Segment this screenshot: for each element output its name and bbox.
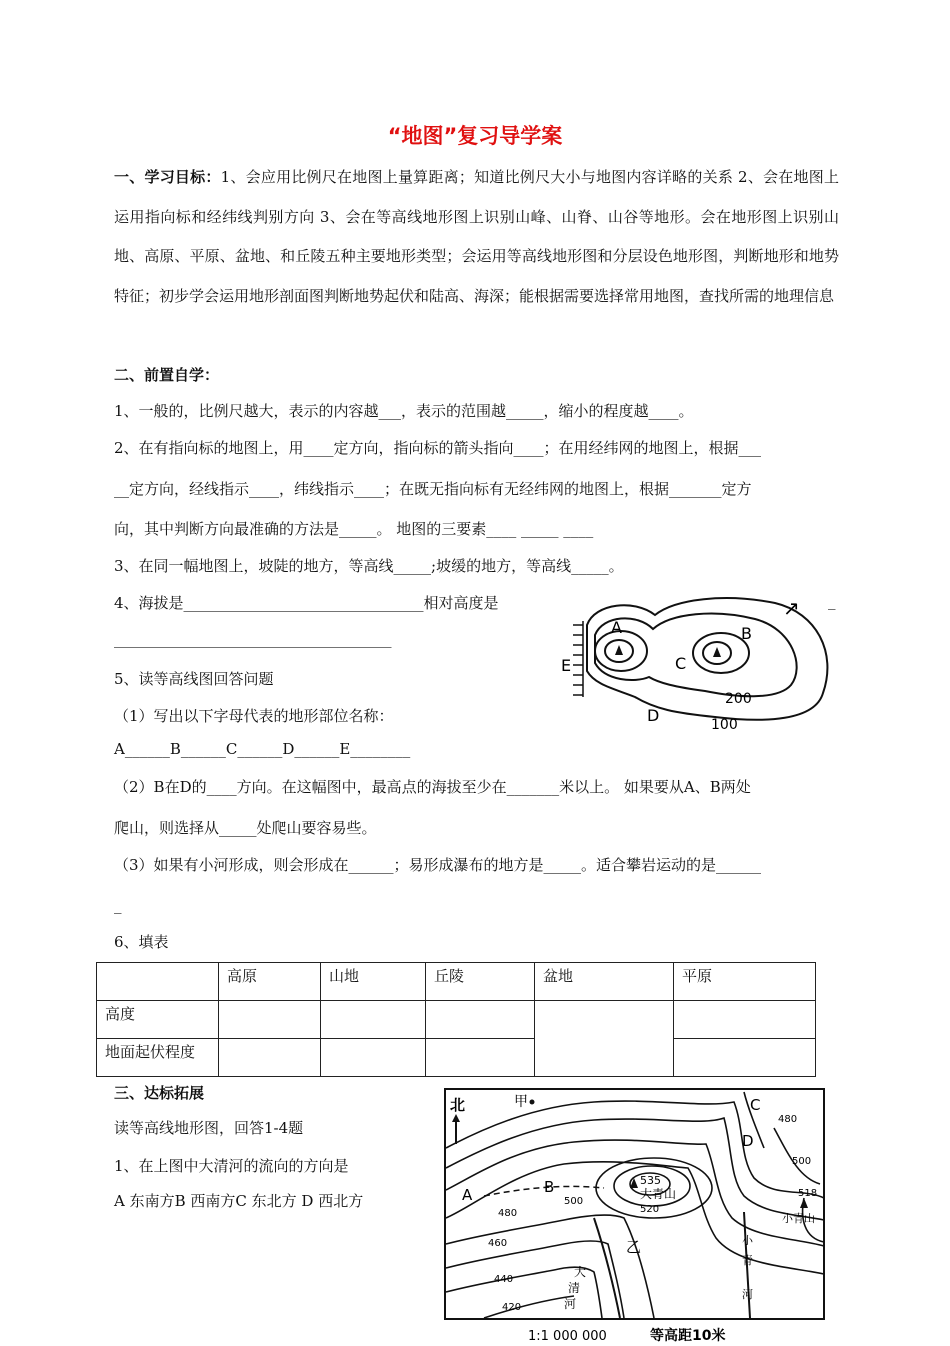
contour-map-2 — [444, 1088, 829, 1346]
map2-contour-label: 500 — [792, 1156, 812, 1167]
north-arrow-icon: ↗ — [783, 596, 800, 620]
map2-point-jia: 甲 — [514, 1094, 528, 1110]
map2-contour-label: 520 — [640, 1204, 660, 1215]
table-cell[interactable] — [674, 1038, 816, 1076]
map2-contour-label: 480 — [778, 1114, 798, 1125]
table-cell[interactable] — [426, 1001, 535, 1038]
table-cell[interactable] — [535, 1001, 674, 1077]
table-header-cell: 山地 — [321, 963, 426, 1001]
contour-200 — [595, 614, 797, 697]
map1-label-e: E — [561, 656, 572, 675]
map1-label-c: C — [675, 654, 687, 673]
map2-contour-interval: 等高距10米 — [650, 1328, 726, 1342]
map2-contour-label: 500 — [564, 1196, 584, 1207]
peak-a-icon — [615, 645, 623, 655]
preview-heading: 二、前置自学： — [114, 366, 220, 384]
preview-q2-line2: __定方向，经线指示____，纬线指示____；在既无指向标有无经纬网的地图上，根据_______定方 — [114, 480, 752, 498]
xiaoqing-river-label-3: 河 — [742, 1288, 753, 1301]
table-header-cell: 平原 — [674, 963, 816, 1001]
preview-q5: 5、读等高线图回答问题 — [114, 670, 274, 688]
map2-point-jia-dot — [530, 1100, 535, 1105]
objectives-heading: 一、学习目标： — [114, 168, 221, 186]
terrain-table — [96, 962, 816, 1077]
xiaoqing-river-label-2: 青 — [742, 1254, 753, 1267]
daqing-river-label-2: 清 — [568, 1281, 581, 1295]
extend-heading: 三、达标拓展 — [114, 1084, 205, 1102]
preview-q1: 1、一般的，比例尺越大，表示的内容越___，表示的范围越_____，缩小的程度越____。 — [114, 402, 694, 420]
map1-contour-label-100: 100 — [711, 717, 738, 733]
map2-scale: 1:1 000 000 — [528, 1329, 607, 1342]
table-header-cell: 盆地 — [535, 963, 674, 1001]
table-cell[interactable] — [321, 1001, 426, 1038]
map2-contour-label: 420 — [502, 1302, 522, 1313]
map1-contour-label-200: 200 — [725, 691, 752, 707]
map2-point-yi: 乙 — [626, 1238, 642, 1256]
xiaoqing-peak-height: 518 — [798, 1188, 818, 1199]
map2-point-c: C — [750, 1096, 761, 1114]
map1-label-d: D — [647, 706, 660, 725]
map2-contour-label: 460 — [488, 1238, 508, 1249]
preview-q2-line3: 向，其中判断方向最准确的方法是_____。 地图的三要素____ _____ ____ — [114, 520, 594, 538]
table-row — [97, 1038, 816, 1076]
table-cell[interactable] — [674, 1001, 816, 1038]
objectives-text: 1、会应用比例尺在地图上量算距离；知道比例尺大小与地图内容详略的关系 2、会在地图上运用指向标和经纬线判别方向 3、会在等高线地形图上识别山峰、山脊、山谷等地形。会在地形图上识别山地、高原、平原、盆地、和丘陵五种主要地形类型；会运用等高线地形图和分层设色地形图，判断地形和地势特征；初步学会运用地形剖面图判断地势起伏和陆高、海深；能根据需要选择常用地图，查找所需的地理信息 — [114, 168, 839, 305]
table-cell[interactable] — [426, 1038, 535, 1076]
preview-q5-part3-tail: _ — [114, 896, 122, 914]
extend-q1-options: A 东南方B 西南方C 东北方 D 西北方 — [114, 1192, 364, 1210]
map1-label-a: A — [611, 618, 622, 637]
map2-contour-label: 440 — [494, 1274, 514, 1285]
page-title: “地图”复习导学案 — [387, 124, 563, 148]
xiaoqing-river-label-1: 小 — [742, 1234, 753, 1247]
table-cell[interactable] — [321, 1038, 426, 1076]
daqing-river-label-3: 河 — [564, 1297, 577, 1311]
objectives-paragraph — [114, 158, 839, 316]
extend-q1: 1、在上图中大清河的流向的方向是 — [114, 1157, 349, 1175]
preview-q5-part2-line1: （2）B在D的____方向。在这幅图中，最高点的海拔至少在_______米以上。 如果要从A、B两处 — [114, 778, 751, 796]
preview-q5-part2-line2: 爬山，则选择从_____处爬山要容易些。 — [114, 819, 377, 837]
table-row — [97, 1001, 816, 1038]
daqing-peak-name: 大青山 — [640, 1187, 677, 1201]
cliff-hatching — [573, 621, 583, 697]
extend-intro: 读等高线地形图，回答1-4题 — [114, 1119, 304, 1137]
map2-point-a: A — [462, 1186, 473, 1204]
table-header-cell: 丘陵 — [426, 963, 535, 1001]
preview-q6: 6、填表 — [114, 933, 169, 951]
xiaoqing-peak-name: 小青山 — [782, 1212, 815, 1225]
contour-map-1 — [555, 585, 845, 739]
map2-point-b: B — [544, 1178, 555, 1196]
map2-point-d: D — [742, 1132, 754, 1150]
map1-label-b: B — [741, 624, 752, 643]
map2-contour-label: 480 — [498, 1208, 518, 1219]
table-header-cell — [97, 963, 219, 1001]
table-row — [97, 963, 816, 1001]
preview-q4-tail: _ — [828, 592, 836, 610]
preview-q5-part3: （3）如果有小河形成，则会形成在______；易形成瀑布的地方是_____。适合攀岩运动的是______ — [114, 856, 762, 874]
daqing-peak-height: 535 — [640, 1174, 661, 1187]
preview-q4: 4、海拔是________________________________相对高度是 — [114, 594, 499, 612]
preview-q5-part1-answers: A______B______C______D______E________ — [114, 740, 411, 758]
daqing-river-label-1: 大 — [574, 1265, 587, 1279]
peak-b-icon — [713, 647, 721, 657]
table-cell[interactable] — [219, 1001, 321, 1038]
map2-north-label: 北 — [450, 1096, 466, 1114]
table-header-cell: 高原 — [219, 963, 321, 1001]
preview-q4-blank-line: _____________________________________ — [114, 630, 392, 648]
table-cell[interactable] — [219, 1038, 321, 1076]
preview-q3: 3、在同一幅地图上，坡陡的地方，等高线_____;坡缓的地方，等高线_____。 — [114, 557, 624, 575]
preview-q5-part1: （1）写出以下字母代表的地形部位名称： — [114, 707, 394, 725]
table-row-label: 高度 — [97, 1001, 219, 1038]
preview-q2-line1: 2、在有指向标的地图上，用____定方向，指向标的箭头指向____；在用经纬网的地图上，根据___ — [114, 439, 762, 457]
table-row-label: 地面起伏程度 — [97, 1038, 219, 1076]
